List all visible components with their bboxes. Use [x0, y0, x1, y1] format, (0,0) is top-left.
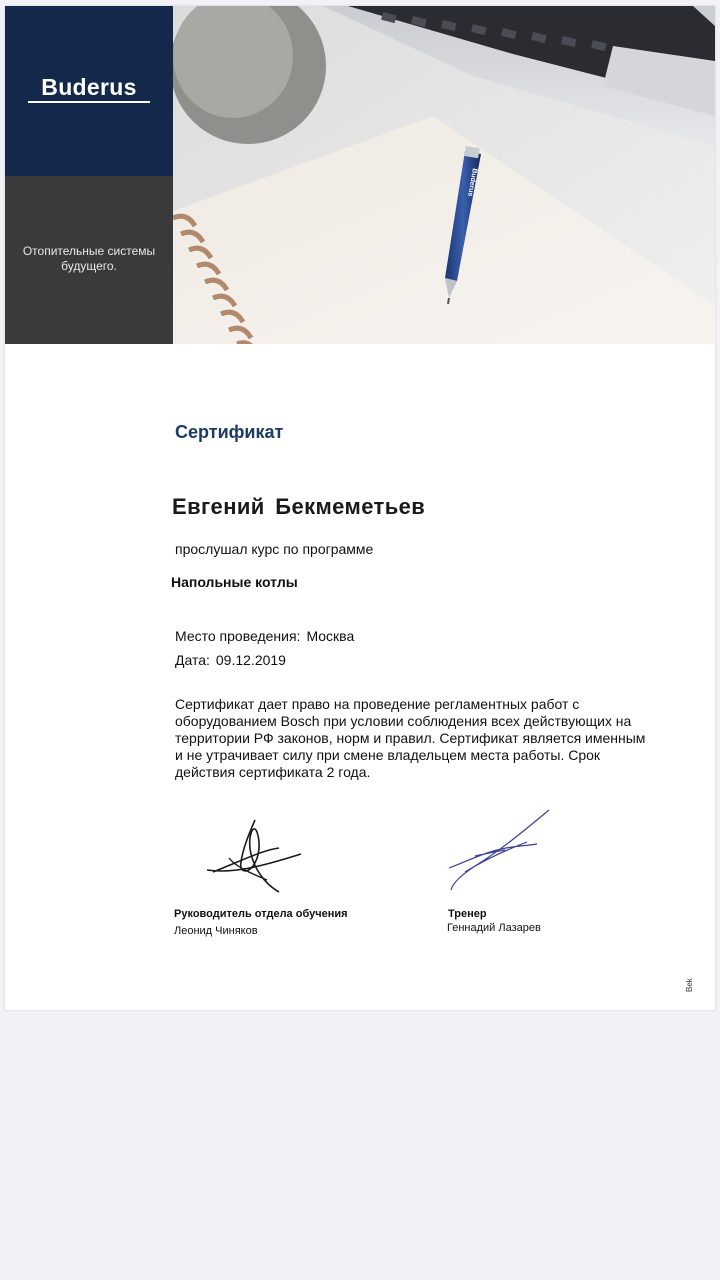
- recipient-name: Евгений Бекмеметьев: [172, 494, 426, 519]
- desk-photo-illustration: [173, 6, 715, 344]
- course-name: Напольные котлы: [171, 574, 298, 590]
- place-label: Место проведения:: [175, 628, 301, 644]
- signature-1-person: Леонид Чиняков: [174, 925, 258, 937]
- header-photo: [173, 6, 715, 344]
- place-row: [175, 628, 354, 644]
- signature-1-image: [203, 814, 313, 894]
- pen-brand-text: Buderus: [466, 167, 478, 197]
- signature-2-title: Тренер: [448, 908, 487, 920]
- brand-logo-block: [5, 6, 173, 176]
- brand-logo-underline: [28, 101, 150, 103]
- course-intro: прослушал курс по программе: [175, 541, 374, 557]
- tagline-block: [5, 176, 173, 344]
- brand-logo: Buderus: [41, 74, 137, 100]
- date-label: Дата:: [175, 652, 210, 668]
- certificate-title: Сертификат: [175, 422, 284, 442]
- date-row: [175, 652, 286, 668]
- side-code: Bek: [685, 978, 694, 992]
- signature-2-image: [445, 806, 565, 896]
- date-value: 09.12.2019: [215, 652, 286, 668]
- signature-2-person: Геннадий Лазарев: [447, 922, 541, 934]
- certificate-note: Сертификат дает право на проведение регламентных работ с оборудованием Bosch при условии соблюдения всех действующих на территории РФ законов, норм и правил. Сертификат является именным и не утрачивает силу при смене владельцем места работы. Срок действия сертификата 2 года.: [175, 696, 646, 780]
- brand-tagline: Отопительные системы будущего.: [22, 244, 156, 273]
- place-value: Москва: [306, 628, 355, 644]
- certificate-page: [5, 6, 715, 1010]
- signature-1-title: Руководитель отдела обучения: [174, 908, 348, 920]
